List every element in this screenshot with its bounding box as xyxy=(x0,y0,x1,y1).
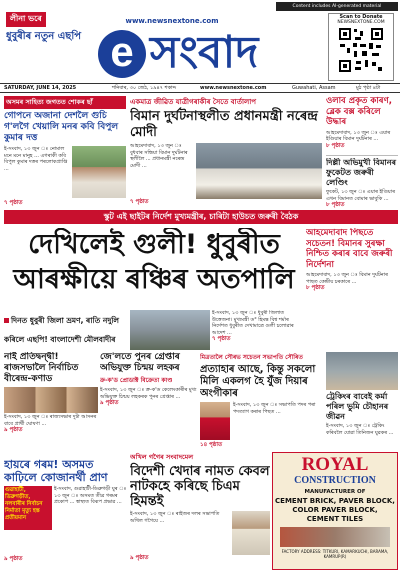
center-story-body: আহমেদাবাদ, ১৩ জুন ঃ বুধবাৰ সন্ধিয়া বিমান দুৰ্ঘটনাৰ স্থলীলৈ ... প্ৰধানমন্ত্ৰী নৰেন্দ্ৰ মোদী ... xyxy=(130,143,188,169)
ai-content-badge: Content includes AI-generated material xyxy=(276,2,398,11)
ad-brand-line2: CONSTRUCTION xyxy=(294,475,376,486)
right-top-story[interactable] xyxy=(326,96,398,154)
left-story[interactable] xyxy=(4,96,126,206)
lower-center-headline: বিদেশী খেদাৰ নামত কেবল নাটকহে কৰিছে চিএম হিমন্তই xyxy=(130,464,270,509)
center-right-kicker: মিত্ৰতালৈ সৌৰভ সচেতন সভাপতি সৌৰিত xyxy=(200,354,303,361)
right-small-story[interactable] xyxy=(326,352,398,452)
promo-line1: লীনা ভৰে xyxy=(6,12,46,27)
center-story[interactable] xyxy=(130,96,322,206)
bottom-left-highlight: গুৱাহাটী, ডিব্ৰুগড়ীত, নলবাৰীৰ নিৰ্বাচন নিৰ্মাতা মৃত্যু হস্ত প্ৰতীয়মান xyxy=(4,486,52,530)
trekker-photo xyxy=(326,352,398,390)
center-right-body: ই-সংবাদ, ১৩ জুন ঃ সভাপতি পদৰ পৰা পদত্যাগ কৰাৰ পিছত ... xyxy=(233,402,316,415)
right-top-page[interactable]: ৮ পৃষ্ঠাত xyxy=(326,142,345,149)
left-mid-body: ই-সংবাদ, ১৩ জুন ঃ ৰাজ্যসভাৰ দুটা আসনৰ বাবে প্ৰাৰ্থী ঘোষণা ... xyxy=(4,414,97,427)
center-right-headline: প্ৰত্যাহাৰ আছে, কিন্তু সকলো মিলি একলগ হৈ যুঁজ দিয়াৰ অংগীকাৰ xyxy=(200,364,316,399)
center-left-page[interactable]: ৯ পৃষ্ঠাত xyxy=(100,400,119,406)
right-small-headline: ট্ৰেকিংৰ বাবেই কৰ্মা পৰিল ভুমি চৌহানৰ জীৱন xyxy=(326,392,389,421)
ad-product-1: CEMENT BRICK, PAVER BLOCK, xyxy=(275,497,395,505)
main-story-page[interactable]: ৭ পৃষ্ঠাত xyxy=(212,336,231,342)
main-headline-line1: দেখিলেই গুলী! ধুবুৰীত xyxy=(28,229,280,260)
center-right-story[interactable] xyxy=(200,352,324,452)
royal-construction-ad[interactable] xyxy=(272,452,398,570)
qr-code-icon xyxy=(338,27,384,73)
center-left-body: ই-সংবাদ, ১৩ জুন ঃ ক্ৰ-ক'ড কেলেংকাৰীৰ মুখ্য অভিযুক্ত চিন্ময় লহকৰক পুনৰ গ্ৰেপ্তাৰ ... xyxy=(100,387,197,400)
left-story-kicker: অসমৰ সাহিত্য জগতত শোকৰ ছাঁ xyxy=(4,96,126,109)
center-story-headline: বিমান দুৰ্ঘটনাস্থলীত প্ৰধানমন্ত্ৰী নৰেন্দ্ৰ মোদী xyxy=(130,109,318,140)
pm-visit-photo xyxy=(196,143,322,199)
main-headline-line2: আৰক্ষীয়ে ৰঞ্চিৰ অতপালি xyxy=(13,264,295,295)
dateline-location: Guwahati, Assam xyxy=(292,85,336,91)
right-top-body: আহমেদাবাদ, ১৩ জুন ঃ এয়াৰ ইণ্ডিয়াৰ বিমান দুৰ্ঘটনাৰ ... xyxy=(326,129,391,142)
dateline-meta: শনিবাৰ, ৩০ জেঠ, ১৯৪৭ শকাব্দ xyxy=(112,85,177,91)
banner-text: স্কুট এই ছাইটৰ নিৰ্দেশ মুখ্যমন্ত্ৰীৰ, চাৰিটা হাউচত জৰুৰী বৈঠক xyxy=(103,212,299,221)
poet-photo xyxy=(72,146,126,198)
right-mid-page[interactable]: ৮ পৃষ্ঠাত xyxy=(326,202,345,208)
main-story-body: ই-সংবাদ, ১৩ জুন ঃ ধুবুৰী জিলাত উত্তেজনা। মুখ্যমন্ত্ৰী ড° হিমন্ত বিশ্ব শৰ্মাৰ নিৰ্দেশত ধুবুৰীত দেখামাত্ৰে গুলী চলোৱাৰ আদেশ ... xyxy=(212,310,294,336)
center-left-kicker: ক্ৰ-ক'ড প্ৰোডাক্ট বিক্ৰেতা কাণ্ড xyxy=(100,377,173,384)
lower-center-story[interactable] xyxy=(130,452,270,568)
center-story-page[interactable]: ৭ পৃষ্ঠাত xyxy=(130,199,149,205)
left-story-page[interactable]: ৭ পৃষ্ঠাত xyxy=(4,200,23,206)
right-top-headline: ওলাব প্ৰকৃত কাৰণ, ব্লেক বক্স কৰিলে উদ্ধাৰ xyxy=(326,96,392,127)
left-mid-story[interactable] xyxy=(4,352,98,450)
left-story-body: ই-সংবাদ, ১৩ জুন ঃ নোমাল মনে মনে মানুহ ... এগৰাকী কবি বিপুল কুমাৰ দত্তৰ পৰলোকপ্ৰাপ্তি ... xyxy=(4,146,68,172)
ad-address: FACTORY ADDRESS: TITKURI, KAMARKUCHI, BARAMA, KAMRUP(R) xyxy=(281,549,389,559)
main-story-photo xyxy=(130,310,210,350)
right-main-headline: আহমেদাবাদ পিছতে সচেতন! বিমানৰ সুৰক্ষা নিশ্চিত কৰাৰ বাবে জৰুৰী নিৰ্দেশনা xyxy=(306,228,393,270)
ad-product-2: COLOR PAVER BLOCK, xyxy=(292,506,378,514)
logo xyxy=(98,26,318,80)
scan-label: Scan to Donate xyxy=(339,14,383,20)
logo-e-icon: e xyxy=(98,30,146,78)
right-mid-headline: দিল্লী অভিমুখী বিমানৰ ফুকেটত জৰুৰী লেণ্ডিং xyxy=(326,158,396,187)
lower-center-page[interactable]: ৯ পৃষ্ঠাত xyxy=(130,555,149,561)
main-story-headline[interactable] xyxy=(4,228,304,308)
promo-line2: ধুবুৰীৰ নতুন এছপি xyxy=(6,31,82,42)
candidates-photo xyxy=(4,387,98,413)
logo-title: সংবাদ xyxy=(150,27,259,78)
left-mid-headline: নাই প্ৰতিদ্বন্দ্বী! ৰাজসভালৈ নিৰ্বাচিত বীৰেন্দ্ৰ-কণাড xyxy=(4,352,79,384)
masthead xyxy=(0,0,400,82)
main-story-body-block[interactable] xyxy=(212,310,304,350)
main-story-teaser[interactable] xyxy=(4,308,128,350)
site-url[interactable]: www.newsnextone.com xyxy=(125,17,219,25)
left-story-headline: গোপনে অজানা দেশলৈ গুচি গ'লগৈ খেয়ালি মনৰ কবি বিপুল কুমাৰ দত্ত xyxy=(4,111,119,143)
right-main-body: আহমেদাবাদ, ১৩ জুন ঃ বিমান দুৰ্ঘটনাৰ পাছত কেন্দ্ৰীয় চৰকাৰে ... xyxy=(306,272,388,285)
bottom-left-page[interactable]: ৯ পৃষ্ঠাত xyxy=(4,556,23,562)
leader-photo xyxy=(200,402,230,440)
dateline-edition: মুঠ পৃষ্ঠা ৪টা xyxy=(356,85,381,91)
donate-box[interactable] xyxy=(328,13,394,81)
akhil-photo xyxy=(232,511,270,555)
center-left-story[interactable] xyxy=(100,352,198,454)
dateline-site[interactable]: www.newsnextone.com xyxy=(200,85,267,91)
bottom-left-body: ই-সংবাদ, গুৱাহাটী-ডিব্ৰুগড়ী যুৰ ঃ ১৩ জুন ঃ অসমত তীব্ৰ গৰমৰ প্ৰকোপ ... স্বাস্থ্যত বিৰূপ প্ৰভাৱ ... xyxy=(54,486,127,505)
center-story-kicker: একমাত্ৰ জীৱিত যাত্ৰীগৰাকীৰ সৈতে বাৰ্তালাপ xyxy=(130,98,256,106)
right-main-story[interactable] xyxy=(306,228,398,348)
center-right-page[interactable]: ১৪ পৃষ্ঠাত xyxy=(200,442,223,448)
right-mid-story[interactable] xyxy=(326,158,398,208)
main-teaser-text: দিনত ধুবুৰী জিলা ভ্ৰমণ, ৰাতি নদুলি কৰিলে এছপি! বাংলাদেশী মৌলবাদীৰ xyxy=(4,316,119,344)
lower-center-body: ই-সংবাদ, ১৩ জুন ঃ ৰাইজৰ দলৰ সভাপতি অখিল গগৈয়ে ... xyxy=(130,511,220,524)
right-mid-body: ফুকেট, ১৩ জুন ঃ এয়াৰ ইণ্ডিয়াৰ এখন বিমানত বোমাৰ ভাবুকি ... xyxy=(326,189,396,202)
right-main-page[interactable]: ৮ পৃষ্ঠাত xyxy=(306,285,325,291)
masthead-promo[interactable] xyxy=(6,6,96,46)
ad-product-3: CEMENT TILES xyxy=(306,515,364,523)
lower-center-kicker: অখিল গগৈৰ সংবাদমেল xyxy=(130,453,194,461)
left-mid-page[interactable]: ৯ পৃষ্ঠাত xyxy=(4,427,23,433)
divider xyxy=(326,155,398,156)
bottom-left-headline: হায়ৰে গৰম! অসমত কাঢ়িলে কোজানৰ্থী প্ৰাণ xyxy=(4,458,108,484)
bottom-left-story[interactable] xyxy=(4,458,128,570)
right-small-body: ই-সংবাদ, ১৩ জুন ঃ ট্ৰেকিং কৰিবলৈ যোৱা তিনিজন যুৱকৰ ... xyxy=(326,423,394,436)
ad-tagline: MANUFACTURER OF xyxy=(304,489,366,495)
ad-brand-line1: ROYAL xyxy=(301,454,369,475)
teaser-bullet-icon xyxy=(4,318,9,323)
center-left-headline: জে'লতে পুনৰ গ্ৰেপ্তাৰ অভিযুক্ত চিন্ময় লহকৰ xyxy=(100,352,180,373)
ad-photo xyxy=(280,527,390,547)
scan-url: NEWSNEXTONE.COM xyxy=(337,20,385,25)
dateline-bar xyxy=(0,83,400,93)
breaking-banner[interactable] xyxy=(4,210,398,224)
dateline-date: SATURDAY, JUNE 14, 2025 xyxy=(4,85,77,91)
